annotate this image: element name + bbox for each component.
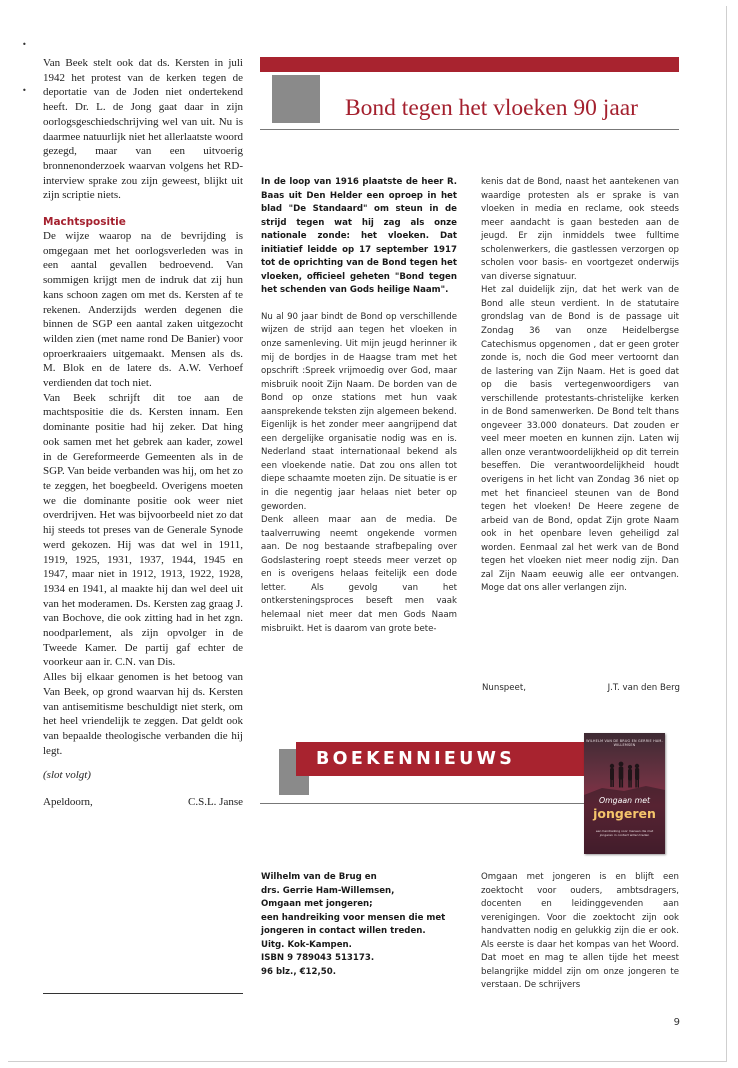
book-detail-line: drs. Gerrie Ham-Willemsen, [261, 885, 395, 896]
signature-place: Nunspeet, [482, 683, 526, 693]
article-paragraph: Het zal duidelijk zijn, dat het werk van de Bond alle steun verdient. In de statutaire grondslag van de Bond is de passage uit Zondag 36 van onze Heidelbergse Catechismus opgenomen , dat er geen groter zonde is, noch die God meer vertoornt dan de lastering van Zijn Naam. Het is goed dat op die basis vertegenwoordigers van verschillende protestants-christelijke kerken in de Bond samenwerken. De Bond telt thans ongeveer 33.000 donateurs. Dat zouden er veel meer moeten en kunnen zijn. Laten wij allen onze verantwoordelijkheid op dit terrein beseffen. Die verantwoordelijkheid houdt overigens in het licht van Zondag 36 niet op met het financieel steunen van de Bond tegen het vloeken! De Heere zegene de arbeid van de Bond, opdat Zijn grote Naam ook in het openbare leven geheiligd zal worden. Eenmaal zal het werk van de Bond tegen het vloeken niet meer nodig zijn. Dan zal Zijn Naam eeuwig alle eer ontvangen. Moge dat ons aller verlangen zijn. [481, 285, 679, 594]
book-cover-authors: WILHELM VAN DE BRUG EN GERRIE HAM-WILLEMSEN [586, 739, 663, 748]
article-column-right [481, 176, 679, 596]
boekennieuws-rule [260, 803, 586, 804]
book-detail-line: jongeren in contact willen treden. [261, 926, 426, 937]
book-cover-title-line2: jongeren [593, 806, 656, 821]
article-signature [482, 683, 680, 693]
article-header-bar [260, 57, 679, 72]
book-review-text: Omgaan met jongeren is en blijft een zoektocht voor ouders, ambtsdragers, docenten en leidinggevenden aan verenigingen. Voor die zoektocht zijn ook handvatten nodig en gelukkig zijn die er ook. Als eerste is daar het kompas van het Woord. Dat moet en mag te allen tijde het meest belangrijke middel zijn om onze jongeren te verstaan. De schrijvers [481, 872, 679, 991]
margin-mark: • [22, 40, 27, 49]
left-paragraph: Van Beek stelt ook dat ds. Kersten in juli 1942 het protest van de kerken tegen de deportatie van de Joden niet ondertekend heeft. Dr. L. de Jong gaat daar in zijn oorlogsgeschiedschrijving wel van uit. Nu is daarmee natuurlijk niet het allerlaatste woord gezegd, maar van een uitvoerig bronnenonderzoek waarvan volgens het RD-interview sprake zou zijn geweest, blijkt uit zijn scriptie niets. [43, 57, 243, 202]
article-paragraph: Eigenlijk is het zonder meer aangrijpend dat een dergelijke organisatie nodig was en is. Nederland staat internationaal bekend als een vloekende natie. Dat zou ons allen tot diepe schaamte moeten zijn. De situatie is er in die negentig jaar helaas niet beter op geworden. [261, 420, 457, 512]
section-heading: Machtspositie [43, 216, 126, 229]
book-detail-line: Wilhelm van de Brug en [261, 872, 377, 882]
article-paragraph: kenis dat de Bond, naast het aantekenen van waardige protesten als er sprake is van vloeken in media en reclame, ook steeds meer aandacht is gaan besteden aan de jeugd. Er zijn inmiddels twee fulltime scholenwerkers, die gastlessen verzorgen op scholen voor basis- en voortgezet onderwijs van diverse signatuur. [481, 177, 679, 282]
article-paragraph: Nu al 90 jaar bindt de Bond op verschillende wijzen de strijd aan tegen het vloeken in onze samenleving. Uit mijn jeugd herinner ik mij de bordjes in de Haagse tram met het opschrift :Spreek vrijmoedig over God, maar misbruik nooit Zijn Naam. De borden van de Bond op onze stations met hun vaak aansprekende teksten zijn algemeen bekend. [261, 311, 457, 417]
article-header-rule [260, 129, 679, 130]
margin-mark: • [22, 86, 27, 95]
boekennieuws-heading: BOEKENNIEUWS [296, 742, 584, 776]
article-header-square [272, 75, 320, 123]
article-paragraph: Denk alleen maar aan de media. De taalverruwing neemt ongekende vormen aan. De nog bestaande strafbepaling over Godslastering roept steeds meer verzet op en is overigens helaas feitelijk een dode letter. Als gevolg van het ontkersteningsproces beseft men vaak helemaal niet meer dat men Gods Naam misbruikt. Het is daarom van grote bete- [261, 515, 457, 634]
article-column-middle [261, 176, 457, 636]
book-detail-line: 96 blz., €12,50. [261, 966, 336, 977]
to-be-continued: (slot volgt) [43, 769, 91, 782]
signature-author: C.S.L. Janse [188, 796, 243, 809]
signature-place: Apeldoorn, [43, 796, 93, 809]
left-signature [43, 795, 243, 810]
article-title: Bond tegen het vloeken 90 jaar [345, 95, 639, 121]
book-cover-title-line1: Omgaan met [598, 796, 651, 805]
left-paragraph: De wijze waarop na de bevrijding is omgegaan met het oorlogsverleden was in een aantal gevallen bedroevend. Van sommigen krijgt men de indruk dat zij hun kans schoon zagen om met ds. Kersten af te rekenen. Anderzijds werden degenen die binnen de SGP een aantal zaken uitgezocht wilden zien (met name rond De Banier) voor oproerkraaiers uitgemaakt. Mensen als ds. M. Blok en de latere ds. A.W. Verhoef verdienden dat toch niet. [43, 230, 243, 390]
signature-author: J.T. van den Berg [607, 683, 680, 693]
book-details [261, 871, 466, 979]
left-paragraph: Alles bij elkaar genomen is het betoog van Van Beek, op grond waarvan hij ds. Kersten van antisemitisme beschuldigt niet sterk, om het heel vriendelijk te zeggen. Dat geldt ook van bepaalde theologische verbanden die hij legt. [43, 671, 243, 757]
book-cover-subtitle: een handreiking voor mensen die met jongeren in contact willen treden [595, 829, 654, 838]
book-detail-line: Uitg. Kok-Kampen. [261, 939, 352, 950]
column-end-rule [43, 993, 243, 994]
page-number: 9 [673, 1017, 680, 1028]
left-column [43, 56, 243, 810]
book-detail-line: Omgaan met jongeren; [261, 899, 373, 910]
left-paragraph: Van Beek schrijft dit toe aan de machtspositie die ds. Kersten innam. Een dominante positie had hij zeker. Dat hing ook samen met het gebrek aan kader, zowel in de Gereformeerde Gemeenten als in de SGP. Van beide verbanden was hij, om het zo te zeggen, het boegbeeld. Overigens moeten we die dominante positie ook weer niet overdrijven. Het was bijvoorbeeld niet zo dat hij steeds tot preses van de Generale Synode werd gekozen. Hij was dat wel in 1911, 1919, 1925, 1931, 1937, 1944, 1945 en 1947, maar niet in 1912, 1913, 1922, 1928, 1934 en 1941, al maakte hij dan wel deel uit van het moderamen. Ds. Kersten zag graag J. van Bochove, die ook zitting had in het zgn. noodparlement, als zijn opvolger in de Tweede Kamer. De partij gaf echter de voorkeur aan ir. C.N. van Dis. [43, 391, 243, 669]
book-detail-line: ISBN 9 789043 513173. [261, 953, 375, 964]
book-cover-image [584, 733, 665, 854]
book-detail-line: een handreiking voor mensen die met [261, 912, 446, 923]
article-intro: In de loop van 1916 plaatste de heer R. Baas uit Den Helder een oproep in het blad "De Standaard" om steun in de strijd tegen wat hij zag als onze nationale zonde: het vloeken. Dat initiatief leidde op 17 september 1917 tot de oprichting van de Bond tegen het vloeken, officieel geheten "Bond tegen het schenden van Gods heilige Naam". [261, 177, 457, 296]
